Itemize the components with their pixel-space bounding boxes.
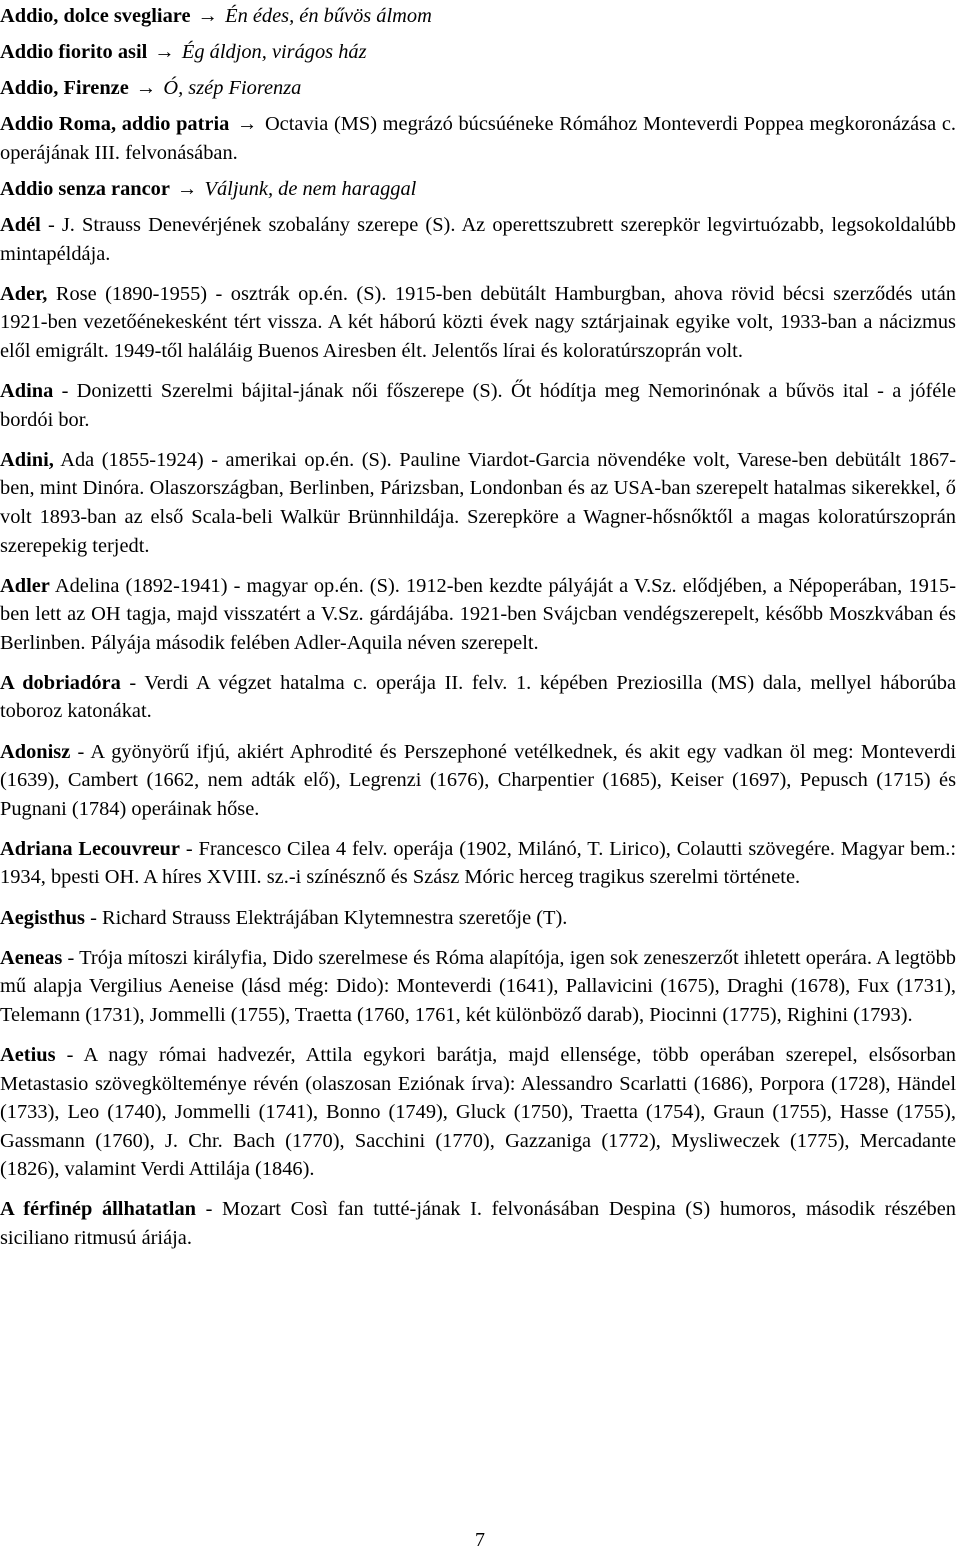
- entry-term: Addio fiorito asil: [0, 41, 148, 64]
- entry-text: Octavia (MS) megrázó búcsúéneke Rómához Monteverdi Poppea megkoronázása c. operájának III. felvonásában.: [0, 113, 956, 164]
- dictionary-entry: [0, 110, 956, 167]
- cross-reference-entry: [0, 175, 956, 204]
- dictionary-entry: [0, 446, 956, 560]
- entry-text: - Donizetti Szerelmi bájital-jának női főszerepe (S). Őt hódítja meg Nemorinónak a bűvös ital - a jóféle bordói bor.: [0, 380, 956, 431]
- dictionary-entry: [0, 669, 956, 726]
- dictionary-entry: [0, 1041, 956, 1184]
- dictionary-entry: [0, 211, 956, 268]
- entry-text: - J. Strauss Denevérjének szobalány szerepe (S). Az operettszubrett szerepkör legvirtuózabb, legsokoldalúbb mintapéldája.: [0, 214, 956, 265]
- entry-text: Ada (1855-1924) - amerikai op.én. (S). Pauline Viardot-Garcia növendéke volt, Varese-ben debütált 1867-ben, mint Dinóra. Olaszországban, Berlinben, Párizsban, Londonban és az USA-ban szerepelt hatalmas sikerekkel, ő volt 1893-ban az első Scala-beli Walkür Brünnhildája. Szerepköre a Wagner-hősnőktől a magas koloratúrszoprán szerepekig terjedt.: [0, 448, 956, 557]
- entry-term: Adél: [0, 214, 41, 237]
- arrow-icon: →: [135, 77, 157, 100]
- entry-text: Adelina (1892-1941) - magyar op.én. (S). 1912-ben kezdte pályáját a V.Sz. elődjében, a Népoperában, 1915-ben lett az OH tagja, majd visszatért a V.Sz. gárdájába. 1921-ben Svájcban vendégszerepelt, később Moszkvában és Berlinben. Pályája második felében Adler-Aquila néven szerepelt.: [0, 574, 956, 654]
- dictionary-entry: [0, 738, 956, 824]
- dictionary-entry: [0, 835, 956, 892]
- entry-term: Adriana Lecouvreur: [0, 837, 180, 860]
- dictionary-entry: [0, 1195, 956, 1252]
- dictionary-entry: [0, 904, 956, 933]
- cross-reference-entry: [0, 74, 956, 103]
- entry-term: A férfinép állhatatlan: [0, 1198, 196, 1221]
- entry-text: - Verdi A végzet hatalma c. operája II. felv. 1. képében Preziosilla (MS) dala, mellyel háborúba toboroz katonákat.: [0, 671, 957, 723]
- cross-reference-target: Ó, szép Fiorenza: [163, 77, 302, 100]
- cross-reference-target: Ég áldjon, virágos ház: [181, 41, 367, 64]
- entry-term: Adler: [0, 574, 50, 597]
- arrow-icon: →: [197, 5, 218, 27]
- entry-text: Rose (1890-1955) - osztrák op.én. (S). 1915-ben debütált Hamburgban, ahova rövid bécsi szerződés után 1921-ben vezetőénekesként tért vissza. A két háború közti évek nagy sztárjainak egyike volt, 1933-ban a nácizmus elől emigrált. 1949-től haláláig Buenos Airesben élt. Jelentős lírai és koloratúrszoprán volt.: [0, 282, 956, 362]
- dictionary-entry: [0, 572, 956, 658]
- arrow-icon: →: [236, 113, 258, 136]
- entry-list: [0, 2, 956, 1264]
- cross-reference-target: Váljunk, de nem haraggal: [204, 177, 417, 200]
- entry-term: Ader,: [0, 282, 48, 305]
- entry-term: Aegisthus: [0, 906, 85, 929]
- entry-term: Addio Roma, addio patria: [0, 113, 230, 136]
- entry-text: - A nagy római hadvezér, Attila egykori barátja, majd ellensége, több operában szerepel, elsősorban Metastasio szövegkölteménye révén (olaszosan Eziónak írva): Alessandro Scarlatti (1686), Porpora (1728), Händel (1733), Leo (1740), Jommelli (1741), Bonno (1749), Gluck (1750), Traetta (1754), Graun (1755), Hasse (1755), Gassmann (1760), J. Chr. Bach (1770), Sacchini (1770), Gazzaniga (1772), Mysliweczek (1775), Mercadante (1826), valamint Verdi Attilája (1846).: [0, 1043, 956, 1181]
- entry-text: - Richard Strauss Elektrájában Klytemnestra szeretője (T).: [84, 906, 568, 929]
- entry-term: A dobriadóra: [0, 671, 121, 694]
- cross-reference-entry: [0, 2, 956, 31]
- dictionary-entry: [0, 280, 956, 366]
- dictionary-entry: [0, 377, 956, 434]
- entry-term: Addio, Firenze: [0, 77, 129, 100]
- entry-term: Aetius: [0, 1043, 56, 1066]
- dictionary-entry: [0, 944, 956, 1030]
- entry-term: Adini,: [0, 448, 54, 471]
- entry-term: Adonisz: [0, 740, 71, 763]
- entry-term: Addio senza rancor: [0, 177, 170, 200]
- cross-reference-target: Én édes, én bűvös álmom: [225, 5, 432, 27]
- entry-term: Addio, dolce svegliare: [0, 5, 191, 27]
- entry-text: - Trója mítoszi királyfia, Dido szerelmese és Róma alapítója, igen sok zeneszerzőt ihletett operára. A legtöbb mű alapja Vergilius Aeneise (lásd még: Dido): Monteverdi (1641), Pallavicini (1675), Draghi (1678), Fux (1731), Telemann (1731), Jommelli (1755), Traetta (1760, 1761, két különböző darab), Piocinni (1775), Righini (1793).: [0, 946, 956, 1026]
- arrow-icon: →: [154, 41, 175, 64]
- page-number: 7: [475, 1529, 485, 1551]
- arrow-icon: →: [177, 177, 198, 200]
- entry-term: Aeneas: [0, 946, 63, 969]
- entry-text: - A gyönyörű ifjú, akiért Aphrodité és Perszephoné vetélkednek, és akit egy vadkan öl meg: Monteverdi (1639), Cambert (1662, nem adták elő), Legrenzi (1676), Charpentier (1685), Keiser (1697), Pepusch (1715) és Pugnani (1784) operáinak hőse.: [0, 740, 956, 820]
- cross-reference-entry: [0, 38, 956, 67]
- entry-term: Adina: [0, 380, 54, 403]
- entry-text: - Francesco Cilea 4 felv. operája (1902, Milánó, T. Lirico), Colautti szövegére. Magyar bem.: 1934, bpesti OH. A híres XVIII. sz.-i színésznő és Szász Móric herceg tragikus szerelmi története.: [0, 837, 957, 889]
- entry-text: - Mozart Così fan tutté-jának I. felvonásában Despina (S) humoros, második részében siciliano ritmusú áriája.: [0, 1198, 956, 1249]
